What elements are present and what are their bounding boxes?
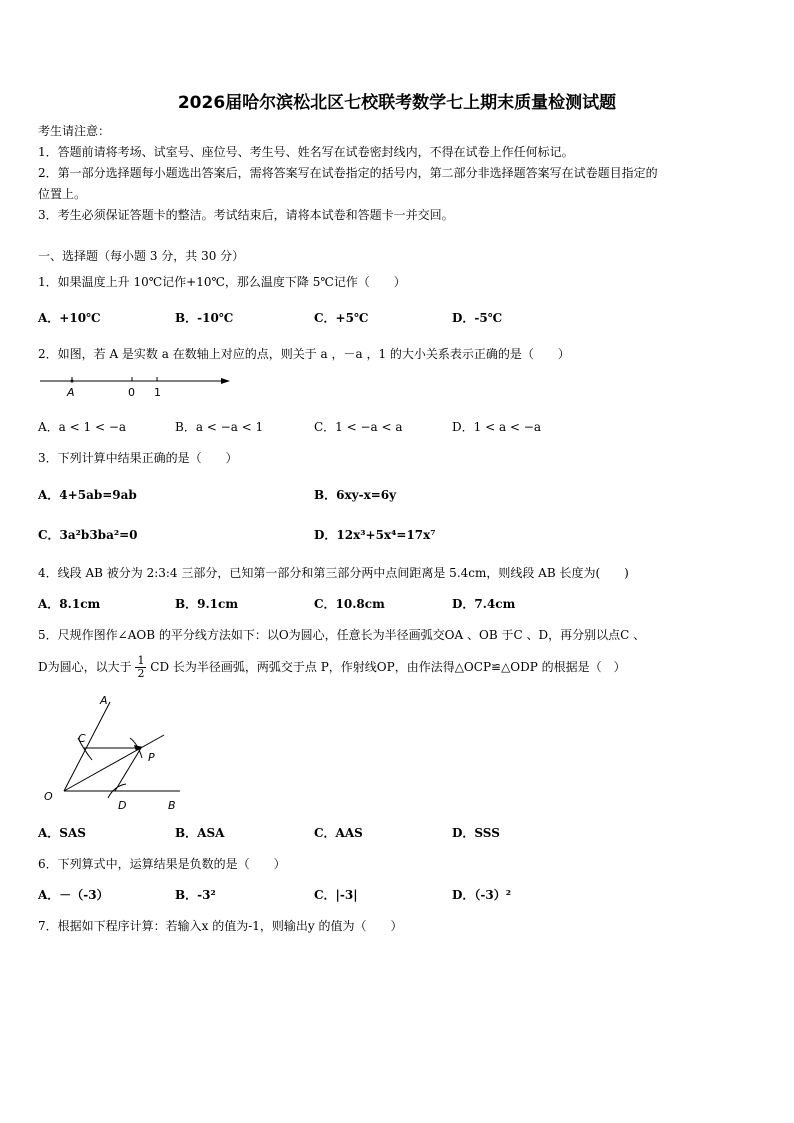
notice-item-2-cont: 位置上。 xyxy=(38,187,87,201)
q4-option-a: A．8.1cm xyxy=(38,597,101,611)
notice-heading: 考生请注意： xyxy=(38,124,111,138)
label-p: P xyxy=(148,751,155,764)
question-3-stem: 3．下列计算中结果正确的是（ ） xyxy=(38,451,238,465)
notice-item-2: 2．第一部分选择题每小题选出答案后，需将答案写在试卷指定的括号内，第二部分非选择题答案写在试卷题目指定的 xyxy=(38,166,658,180)
q1-option-d: D．-5℃ xyxy=(452,311,503,325)
q1-option-c: C．+5℃ xyxy=(314,311,369,325)
question-7-stem: 7．根据如下程序计算：若输入x 的值为-1，则输出y 的值为（ ） xyxy=(38,919,403,933)
q2-option-a: A．a < 1 < −a xyxy=(38,420,127,434)
section-heading: 一、选择题（每小题 3 分，共 30 分） xyxy=(38,249,245,263)
question-6-stem: 6．下列算式中，运算结果是负数的是（ ） xyxy=(38,857,286,871)
label-d: D xyxy=(118,799,127,812)
axis-label-1: 1 xyxy=(154,386,161,399)
q2-option-b: B．a < −a < 1 xyxy=(175,420,264,434)
q5-option-a: A．SAS xyxy=(38,826,86,840)
question-4-stem: 4．线段 AB 被分为 2:3:4 三部分，已知第一部分和第三部分两中点间距离是 5.4cm，则线段 AB 长度为( ) xyxy=(38,566,629,580)
q6-option-a: A．－（-3） xyxy=(38,888,109,902)
q3-option-b: B．6xy-x=6y xyxy=(314,488,397,502)
frac-denominator: 2 xyxy=(137,667,145,680)
q3-option-d: D．12x³+5x⁴=17x⁷ xyxy=(314,528,436,542)
q4-option-b: B．9.1cm xyxy=(175,597,239,611)
question-5-stem-line1: 5．尺规作图作∠AOB 的平分线方法如下：以O为圆心，任意长为半径画弧交OA 、OB 于C 、D，再分别以点C 、 xyxy=(38,628,646,642)
angle-bisector-figure xyxy=(38,688,198,813)
q6-option-c: C．|-3| xyxy=(314,888,358,902)
fraction-one-half xyxy=(135,655,146,680)
question-2-stem: 2．如图，若 A 是实数 a 在数轴上对应的点，则关于 a ，－a ，1 的大小关系表示正确的是（ ） xyxy=(38,347,570,361)
frac-numerator: 1 xyxy=(137,654,145,667)
label-o: O xyxy=(44,790,53,803)
notice-item-3: 3．考生必须保证答题卡的整洁。考试结束后，请将本试卷和答题卡一并交回。 xyxy=(38,208,454,222)
q1-option-b: B．-10℃ xyxy=(175,311,234,325)
number-line-figure xyxy=(38,372,238,402)
q5-stem-pre: D为圆心，以大于 xyxy=(38,660,132,674)
q6-option-b: B．-3² xyxy=(175,888,216,902)
label-b: B xyxy=(168,799,176,812)
q3-option-a: A．4+5ab=9ab xyxy=(38,488,137,502)
q4-option-c: C．10.8cm xyxy=(314,597,385,611)
q4-option-d: D．7.4cm xyxy=(452,597,516,611)
q2-option-c: C．1 < −a < a xyxy=(314,420,403,434)
q3-option-c: C．3a²b3ba²=0 xyxy=(38,528,138,542)
question-1-stem: 1．如果温度上升 10℃记作+10℃，那么温度下降 5℃记作（ ） xyxy=(38,275,406,289)
label-c: C xyxy=(78,732,86,745)
q5-option-d: D．SSS xyxy=(452,826,500,840)
q5-option-c: C．AAS xyxy=(314,826,363,840)
q6-option-d: D．（-3）² xyxy=(452,888,511,902)
q2-option-d: D．1 < a < −a xyxy=(452,420,541,434)
page-title: 2026届哈尔滨松北区七校联考数学七上期末质量检测试题 xyxy=(177,93,617,113)
axis-label-a: A xyxy=(67,386,75,399)
q5-option-b: B．ASA xyxy=(175,826,225,840)
question-5-stem-line2 xyxy=(38,652,626,682)
label-a: A xyxy=(100,694,108,707)
notice-item-1: 1．答题前请将考场、试室号、座位号、考生号、姓名写在试卷密封线内，不得在试卷上作任何标记。 xyxy=(38,145,574,159)
axis-label-0: 0 xyxy=(128,386,135,399)
q1-option-a: A．+10℃ xyxy=(38,311,101,325)
q5-stem-post: CD 长为半径画弧，两弧交于点 P，作射线OP，由作法得△OCP≌△ODP 的根据是（ ） xyxy=(150,660,626,674)
